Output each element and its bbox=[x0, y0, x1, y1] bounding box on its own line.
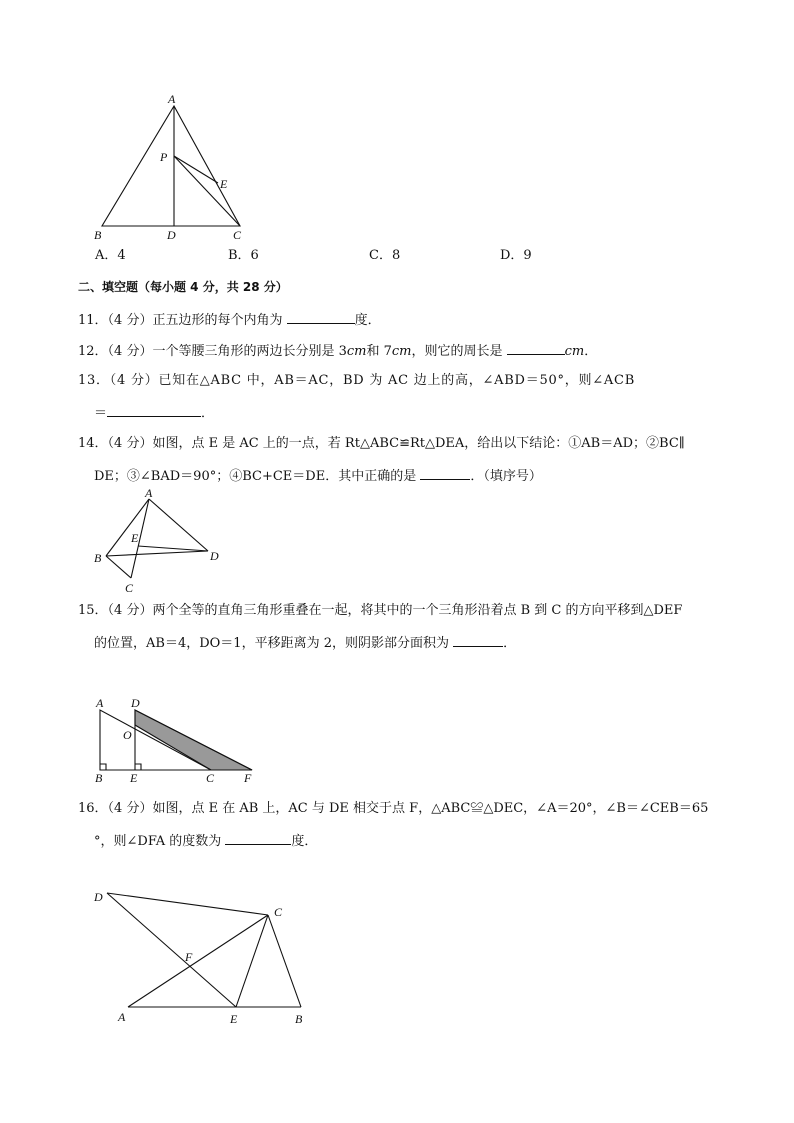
segment-de bbox=[138, 546, 208, 551]
right-angle-b bbox=[100, 764, 106, 770]
q11-text: 11．（4 分）正五边形的每个内角为 bbox=[78, 313, 287, 328]
q10-option-b: B．6 bbox=[228, 248, 259, 263]
q15-text: 的位置，AB＝4，DO＝1，平移距离为 2，则阴影部分面积为 bbox=[94, 636, 454, 651]
q10-option-c: C．8 bbox=[369, 248, 401, 263]
q16-text: °，则∠DFA 的度数为 bbox=[94, 834, 226, 849]
q15-text-end: ． bbox=[503, 636, 517, 651]
label-c: C bbox=[233, 228, 242, 242]
question-13-line2 bbox=[94, 404, 214, 422]
q12-unit-1: cm bbox=[346, 344, 367, 359]
label-d: D bbox=[131, 696, 140, 710]
q15-answer-blank[interactable] bbox=[453, 634, 503, 647]
q16-answer-blank[interactable] bbox=[225, 832, 291, 845]
segment-bc bbox=[106, 556, 131, 578]
q11-text-end: 度． bbox=[354, 313, 381, 328]
segment-ad bbox=[149, 499, 208, 551]
q14-text-end: ．（填序号） bbox=[470, 469, 542, 484]
q12-answer-blank[interactable] bbox=[507, 342, 565, 355]
question-11 bbox=[78, 311, 381, 329]
question-16-line2 bbox=[94, 832, 317, 850]
q12-text-end: ． bbox=[584, 344, 598, 359]
question-12 bbox=[78, 342, 597, 360]
q12-unit-3: cm bbox=[564, 344, 585, 359]
segment-dc bbox=[107, 893, 268, 915]
label-d: D bbox=[94, 890, 103, 904]
segment-bc bbox=[268, 915, 301, 1007]
question-15-line1: 15．（4 分）两个全等的直角三角形重叠在一起，将其中的一个三角形沿着点 B 到 C 的方向平移到△DEF bbox=[78, 603, 683, 618]
segment-ac bbox=[128, 915, 268, 1007]
q16-text-end: 度． bbox=[291, 834, 318, 849]
label-b: B bbox=[95, 771, 103, 785]
question-14-line2 bbox=[94, 467, 542, 485]
segment-ec bbox=[236, 915, 268, 1007]
q14-text: DE；③∠BAD＝90°；④BC+CE＝DE．其中正确的是 bbox=[94, 469, 421, 484]
q13-answer-blank[interactable] bbox=[107, 404, 201, 417]
right-angle-e bbox=[135, 764, 141, 770]
q10-option-a: A．4 bbox=[95, 248, 126, 263]
q12-unit-2: cm bbox=[391, 344, 412, 359]
q10-option-d: D．9 bbox=[500, 248, 532, 263]
label-d: D bbox=[210, 549, 219, 563]
q13-text: ＝ bbox=[94, 406, 108, 421]
label-c: C bbox=[125, 581, 134, 595]
question-15-line2 bbox=[94, 634, 516, 652]
segment-de bbox=[107, 893, 236, 1007]
section-title: 二、填空题（每小题 4 分，共 28 分） bbox=[78, 280, 288, 294]
question-13-line1: 13．（4 分）已知在△ABC 中，AB＝AC，BD 为 AC 边上的高，∠ABD＝50°，则∠ACB bbox=[78, 373, 636, 388]
q10-figure bbox=[90, 90, 250, 245]
label-b: B bbox=[94, 228, 102, 242]
triangle-abc bbox=[102, 106, 240, 226]
label-e: E bbox=[220, 177, 228, 191]
label-a: A bbox=[118, 1010, 126, 1024]
label-o: O bbox=[123, 728, 132, 742]
label-b: B bbox=[295, 1012, 303, 1026]
q12-text-mid2: ，则它的周长是 bbox=[411, 344, 507, 359]
label-a: A bbox=[168, 92, 176, 106]
label-e: E bbox=[230, 1012, 238, 1026]
label-f: F bbox=[244, 771, 252, 785]
q12-text: 12．（4 分）一个等腰三角形的两边长分别是 3 bbox=[78, 344, 347, 359]
label-a: A bbox=[96, 696, 104, 710]
label-p: P bbox=[160, 150, 168, 164]
label-b: B bbox=[94, 551, 102, 565]
q11-answer-blank[interactable] bbox=[287, 311, 355, 324]
label-e: E bbox=[131, 531, 139, 545]
q16-figure bbox=[90, 883, 320, 1033]
q14-figure bbox=[88, 488, 228, 598]
label-d: D bbox=[167, 228, 176, 242]
q12-text-mid: 和 7 bbox=[366, 344, 392, 359]
label-e: E bbox=[130, 771, 138, 785]
segment-bd bbox=[106, 551, 208, 556]
q14-answer-blank[interactable] bbox=[420, 467, 470, 480]
question-16-line1: 16．（4 分）如图，点 E 在 AB 上，AC 与 DE 相交于点 F，△ABC≌△DEC，∠A＝20°，∠B＝∠CEB＝65 bbox=[78, 801, 709, 816]
q15-figure bbox=[90, 693, 265, 785]
label-f: F bbox=[185, 950, 193, 964]
q13-text-end: ． bbox=[201, 406, 215, 421]
question-14-line1: 14．（4 分）如图，点 E 是 AC 上的一点，若 Rt△ABC≌Rt△DEA，给出以下结论：①AB＝AD；②BC∥ bbox=[78, 436, 685, 451]
label-a: A bbox=[145, 488, 153, 500]
label-c: C bbox=[206, 771, 215, 785]
label-c: C bbox=[274, 905, 283, 919]
